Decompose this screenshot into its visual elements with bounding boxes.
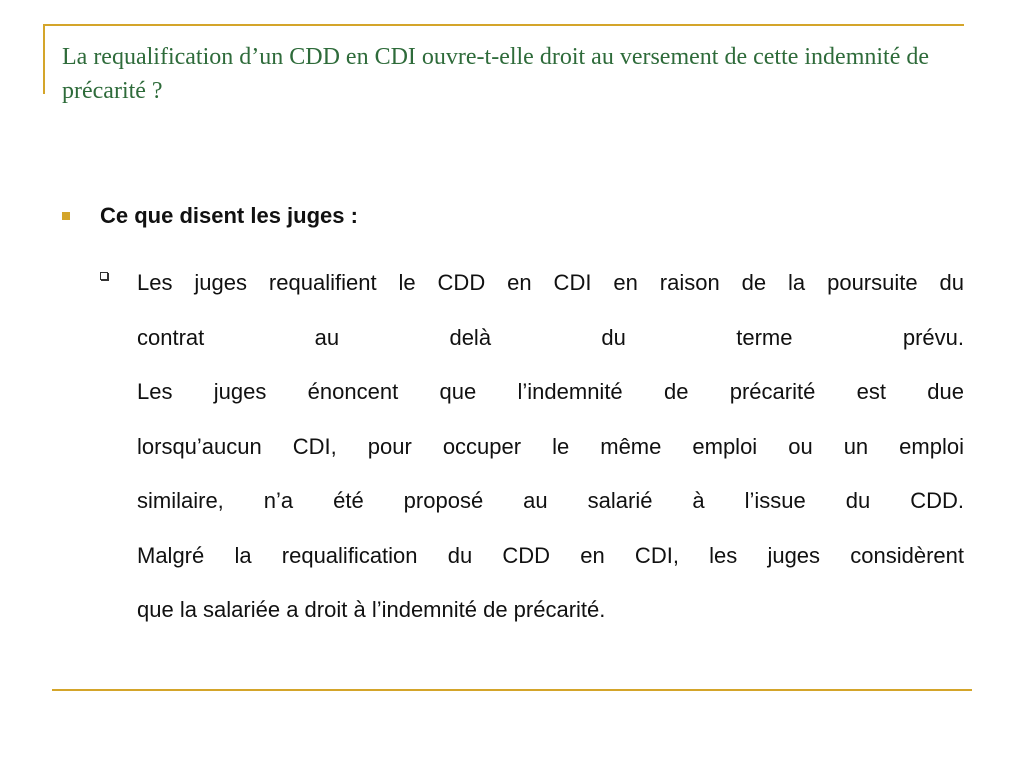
bullet-level-1	[62, 203, 962, 229]
body-line: que la salariée a droit à l’indemnité de précarité.	[137, 597, 606, 622]
frame-top-line	[43, 24, 964, 26]
frame-left-line	[43, 24, 45, 94]
body-line: lorsqu’aucun CDI, pour occuper le même emploi ou un emploi	[137, 433, 964, 459]
bullet-body	[137, 256, 964, 638]
slide-title: La requalification d’un CDD en CDI ouvre-t-elle droit au versement de cette indemnité de précarité ?	[62, 44, 930, 104]
body-line: Malgré la requalification du CDD en CDI, les juges considèrent	[137, 542, 964, 568]
hollow-square-bullet-icon	[100, 272, 108, 280]
body-line: Les juges énoncent que l’indemnité de précarité est due	[137, 379, 964, 404]
body-line: Les juges requalifient le CDD en CDI en raison de la poursuite du	[137, 270, 964, 295]
body-line: contrat au delà du terme prévu.	[137, 324, 964, 350]
frame-bottom-line	[52, 689, 972, 691]
body-line: similaire, n’a été proposé au salarié à l’issue du CDD.	[137, 488, 964, 513]
bullet-heading: Ce que disent les juges :	[100, 203, 358, 228]
square-bullet-icon	[62, 212, 70, 220]
